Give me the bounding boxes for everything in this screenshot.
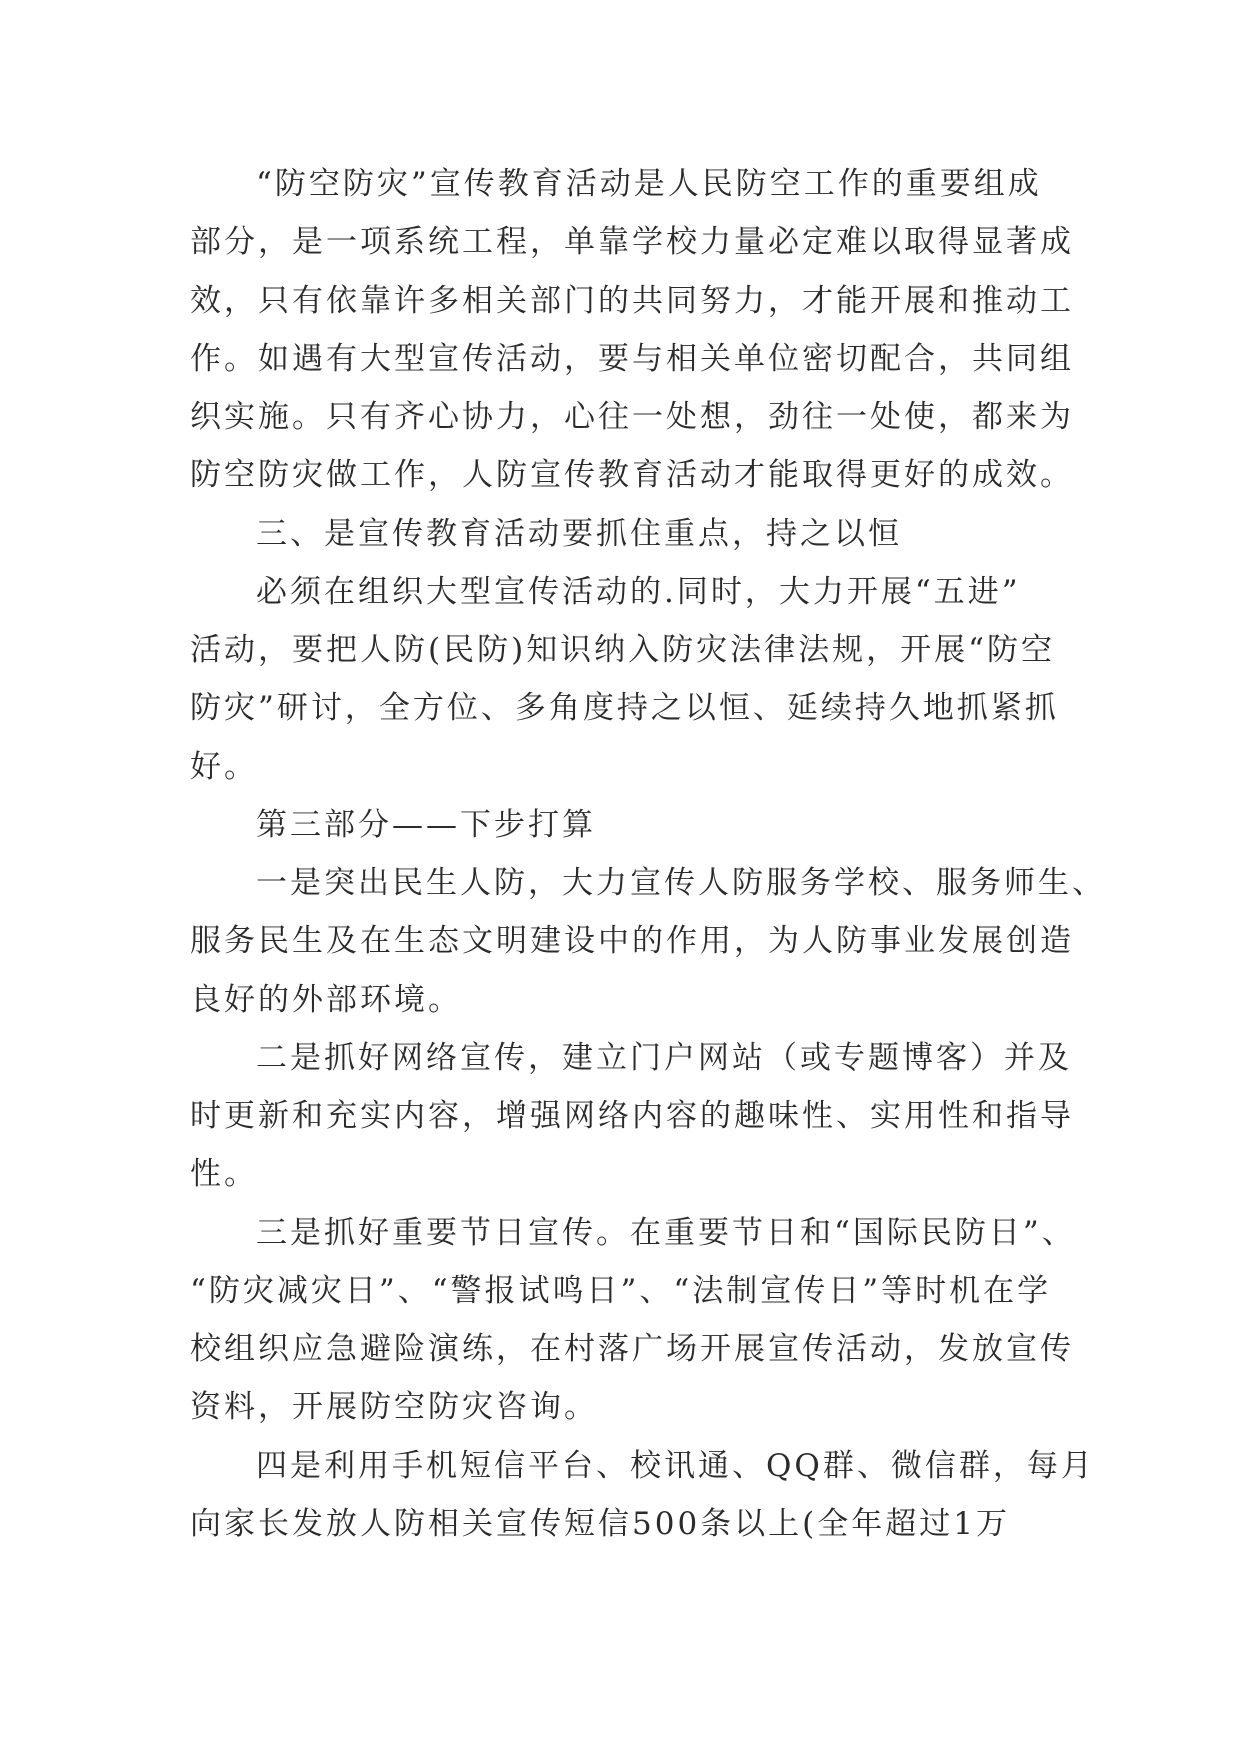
paragraph-line: 织实施。只有齐心协力，心往一处想，劲往一处使，都来为 [190, 399, 1074, 435]
paragraph-line: 三是抓好重要节日宣传。在重要节日和“国际民防日”、 [256, 1215, 1076, 1251]
paragraph-line: 好。 [190, 749, 258, 785]
paragraph-line: 二是抓好网络宣传，建立门户网站（或专题博客）并及 [256, 1040, 1072, 1076]
paragraph-line: 良好的外部环境。 [190, 982, 462, 1018]
paragraph-line: 作。如遇有大型宣传活动，要与相关单位密切配合，共同组 [190, 341, 1074, 377]
paragraph-line: 活动，要把人防(民防)知识纳入防灾法律法规，开展“防空 [190, 632, 1056, 668]
paragraph-line: 资料，开展防空防灾咨询。 [190, 1389, 598, 1425]
paragraph-line: 部分，是一项系统工程，单靠学校力量必定难以取得显著成 [190, 224, 1074, 260]
paragraph-line: 校组织应急避险演练，在村落广场开展宣传活动，发放宣传 [190, 1331, 1074, 1367]
paragraph-line: 服务民生及在生态文明建设中的作用，为人防事业发展创造 [190, 923, 1074, 959]
section-heading: 三、是宣传教育活动要抓住重点，持之以恒 [256, 516, 902, 552]
paragraph-line: 性。 [190, 1156, 258, 1192]
paragraph-line: 时更新和充实内容，增强网络内容的趣味性、实用性和指导 [190, 1098, 1074, 1134]
paragraph-line: “防灾减灾日”、“警报试鸣日”、“法制宣传日”等时机在学 [190, 1273, 1052, 1309]
paragraph-line: 向家长发放人防相关宣传短信500条以上(全年超过1万 [190, 1506, 1010, 1542]
paragraph-line: 效，只有依靠许多相关部门的共同努力，才能开展和推动工 [190, 283, 1074, 319]
paragraph-line: “防空防灾”宣传教育活动是人民防空工作的重要组成 [256, 166, 1042, 202]
paragraph-line: 防空防灾做工作，人防宣传教育活动才能取得更好的成效。 [190, 457, 1074, 493]
paragraph-line: 四是利用手机短信平台、校讯通、QQ群、微信群，每月 [256, 1448, 1095, 1484]
paragraph-line: 防灾”研讨，全方位、多角度持之以恒、延续持久地抓紧抓 [190, 690, 1059, 726]
paragraph-line: 一是突出民生人防，大力宣传人防服务学校、服务师生、 [256, 865, 1106, 901]
section-heading: 第三部分——下步打算 [256, 807, 596, 843]
paragraph-line: 必须在组织大型宣传活动的.同时，大力开展“五进” [256, 574, 1021, 610]
